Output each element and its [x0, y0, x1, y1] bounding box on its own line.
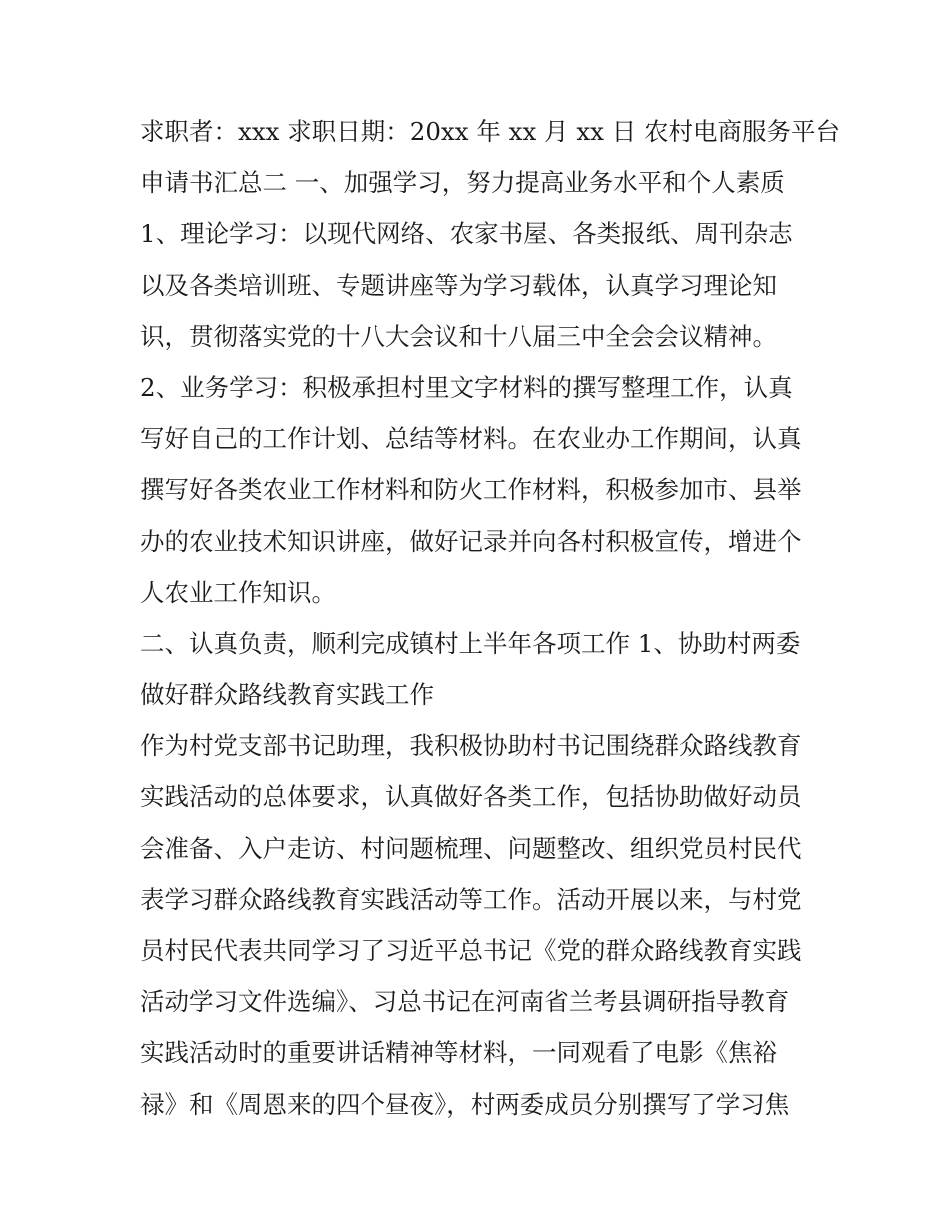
text-line: 2、业务学习：积极承担村里文字材料的撰写整理工作，认真: [140, 372, 793, 402]
text-line: 以及各类培训班、专题讲座等为学习载体，认真学习理论知: [140, 270, 777, 300]
text-line: 表学习群众路线教育实践活动等工作。活动开展以来，与村党: [140, 884, 802, 914]
text-line: 实践活动的总体要求，认真做好各类工作，包括协助做好动员: [140, 782, 802, 812]
text-line: 申请书汇总二 一、加强学习，努力提高业务水平和个人素质: [140, 168, 785, 198]
text-line: 员村民代表共同学习了习近平总书记《党的群众路线教育实践: [140, 936, 802, 965]
text-line: 二、认真负责，顺利完成镇村上半年各项工作 1、协助村两委: [140, 628, 801, 658]
text-line: 1、理论学习：以现代网络、农家书屋、各类报纸、周刊杂志: [140, 219, 793, 249]
text-line: 求职者：xxx 求职日期：20xx 年 xx 月 xx 日 农村电商服务平台: [140, 117, 841, 146]
text-line: 作为村党支部书记助理，我积极协助村书记围绕群众路线教育: [140, 731, 802, 761]
text-line: 识，贯彻落实党的十八大会议和十八届三中全会会议精神。: [140, 321, 777, 351]
text-line: 禄》和《周恩来的四个昼夜》，村两委成员分别撰写了学习焦: [140, 1089, 790, 1119]
text-line: 办的农业技术知识讲座，做好记录并向各村积极宣传，增进个: [140, 526, 802, 556]
text-line: 撰写好各类农业工作材料和防火工作材料，积极参加市、县举: [140, 475, 802, 505]
text-line: 会准备、入户走访、村问题梳理、问题整改、组织党员村民代: [140, 833, 802, 863]
text-line: 活动学习文件选编》、习总书记在河南省兰考县调研指导教育: [140, 987, 790, 1017]
text-line: 写好自己的工作计划、总结等材料。在农业办工作期间，认真: [140, 424, 802, 454]
text-line: 做好群众路线教育实践工作: [140, 680, 434, 710]
text-line: 人农业工作知识。: [140, 577, 336, 607]
text-line: 实践活动时的重要讲话精神等材料，一同观看了电影《焦裕: [140, 1038, 777, 1068]
document-body: [140, 106, 841, 1130]
